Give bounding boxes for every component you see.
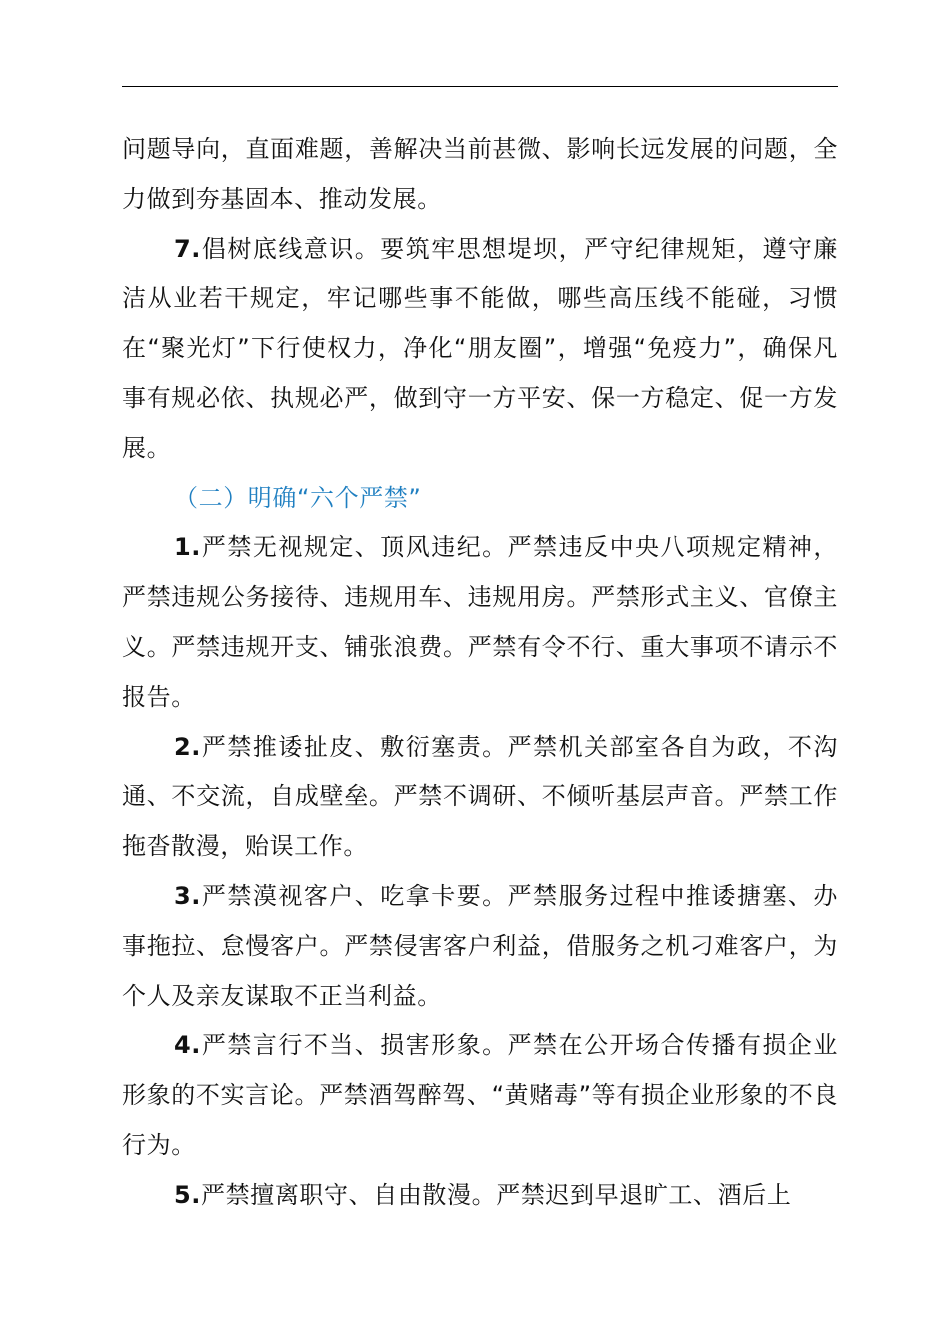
header-rule [122,86,838,87]
paragraph-item-1 [122,523,838,722]
item-text: 严禁无视规定、顶风违纪。严禁违反中央八项规定精神，严禁违规公务接待、违规用车、违规用房。严禁形式主义、官僚主义。严禁违规开支、铺张浪费。严禁有令不行、重大事项不请示不报告。 [122,533,838,711]
section-heading: （二）明确“六个严禁” [174,483,422,512]
item-text: 倡树底线意识。要筑牢思想堤坝，严守纪律规矩，遵守廉洁从业若干规定，牢记哪些事不能做，哪些高压线不能碰，习惯在“聚光灯”下行使权力，净化“朋友圈”，增强“免疫力”，确保凡事有规必依、执规必严，做到守一方平安、保一方稳定、促一方发展。 [122,234,838,462]
item-text: 严禁漠视客户、吃拿卡要。严禁服务过程中推诿搪塞、办事拖拉、怠慢客户。严禁侵害客户利益，借服务之机刁难客户，为个人及亲友谋取不正当利益。 [122,881,838,1010]
item-number: 4. [174,1031,202,1060]
item-text: 严禁推诿扯皮、敷衍塞责。严禁机关部室各自为政，不沟通、不交流，自成壁垒。严禁不调研、不倾听基层声音。严禁工作拖沓散漫，贻误工作。 [122,732,838,861]
item-number: 3. [174,881,202,910]
item-number: 1. [174,533,202,562]
paragraph-item-3 [122,872,838,1021]
item-text: 严禁擅离职守、自由散漫。严禁迟到早退旷工、酒后上 [201,1180,792,1209]
paragraph-item-7 [122,225,838,474]
paragraph-item-2 [122,723,838,872]
paragraph-item-5 [122,1171,838,1221]
item-number: 7. [174,234,202,263]
paragraph-continued: 问题导向，直面难题，善解决当前甚微、影响长远发展的问题，全力做到夯基固本、推动发展。 [122,135,838,213]
item-text: 严禁言行不当、损害形象。严禁在公开场合传播有损企业形象的不实言论。严禁酒驾醉驾、“黄赌毒”等有损企业形象的不良行为。 [122,1031,838,1159]
item-number: 5. [174,1180,202,1209]
paragraph-item-4 [122,1021,838,1170]
body-text [122,125,838,1221]
item-number: 2. [174,732,202,761]
